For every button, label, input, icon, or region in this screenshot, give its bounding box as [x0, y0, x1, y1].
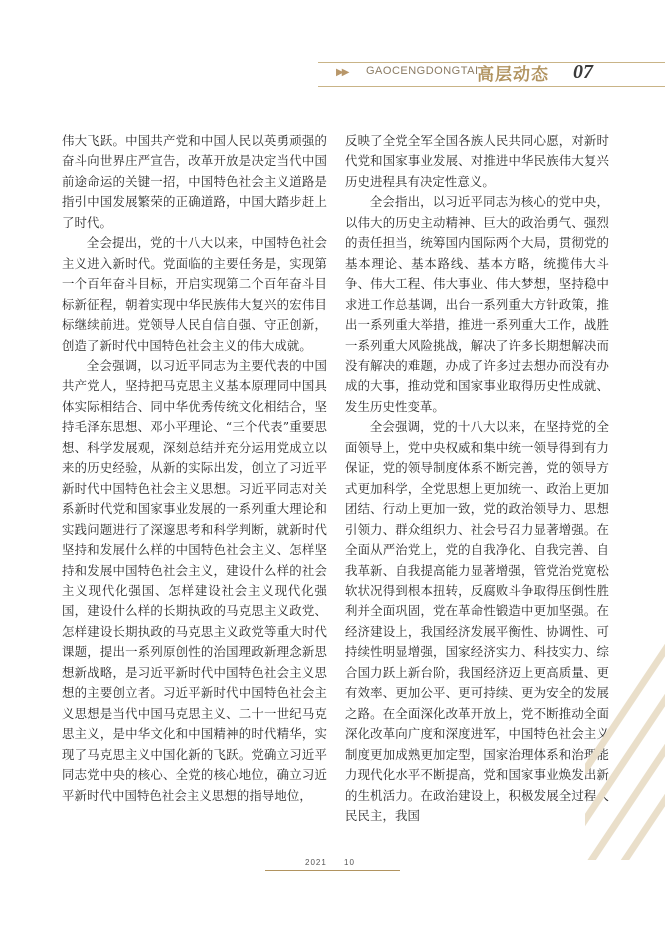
page-header — [0, 0, 665, 100]
paragraph: 全会强调，以习近平同志为主要代表的中国共产党人，坚持把马克思主义基本原理同中国具体实际相结合、同中华优秀传统文化相结合，坚持毛泽东思想、邓小平理论、“三个代表”重要思想、科学发展观，深刻总结并充分运用党成立以来的历史经验，从新的实际出发，创立了习近平新时代中国特色社会主义思想。习近平同志对关系新时代党和国家事业发展的一系列重大理论和实践问题进行了深邃思考和科学判断，就新时代坚持和发展什么样的中国特色社会主义、怎样坚持和发展中国特色社会主义，建设什么样的社会主义现代化强国、怎样建设社会主义现代化强国，建设什么样的长期执政的马克思主义政党、怎样建设长期执政的马克思主义政党等重大时代课题，提出一系列原创性的治国理政新理念新思想新战略，是习近平新时代中国特色社会主义思想的主要创立者。习近平新时代中国特色社会主义思想是当代中国马克思主义、二十一世纪马克思主义，是中华文化和中国精神的时代精华，实现了马克思主义中国化新的飞跃。党确立习近平同志党中央的核心、全党的核心地位，确立习近平新时代中国特色社会主义思想的指导地位， — [62, 357, 327, 803]
page-number: 07 — [573, 61, 593, 83]
header-rule-bottom — [318, 86, 665, 87]
section-title-pinyin: GAOCENGDONGTAI — [366, 65, 479, 77]
right-column — [345, 131, 609, 826]
paragraph: 全会提出，党的十八大以来，中国特色社会主义进入新时代。党面临的主要任务是，实现第一个百年奋斗目标，开启实现第二个百年奋斗目标新征程，朝着实现中华民族伟大复兴的宏伟目标继续前进。党领导人民自信自强、守正创新，创造了新时代中国特色社会主义的伟大成就。 — [62, 235, 327, 353]
paragraph: 反映了全党全军全国各族人民共同心愿，对新时代党和国家事业发展、对推进中华民族伟大复兴历史进程具有决定性意义。 — [345, 133, 609, 189]
section-title: 高层动态 — [477, 65, 549, 85]
footer-rule — [265, 870, 400, 871]
paragraph: 全会指出，以习近平同志为核心的党中央，以伟大的历史主动精神、巨大的政治勇气、强烈的责任担当，统筹国内国际两个大局，贯彻党的基本理论、基本路线、基本方略，统揽伟大斗争、伟大工程、伟大事业、伟大梦想，坚持稳中求进工作总基调，出台一系列重大方针政策，推出一系列重大举措，推进一系列重大工作，战胜一系列重大风险挑战，解决了许多长期想解决而没有解决的难题，办成了许多过去想办而没有办成的大事，推动党和国家事业取得历史性成就、发生历史性变革。 — [345, 194, 609, 414]
footer-issue: 10 — [344, 858, 355, 867]
double-arrow-icon: ▶▶ — [336, 67, 348, 78]
footer-year: 2021 — [305, 858, 327, 867]
paragraph: 伟大飞跃。中国共产党和中国人民以英勇顽强的奋斗向世界庄严宣告，改革开放是决定当代中国前途命运的关键一招，中国特色社会主义道路是指引中国发展繁荣的正确道路，中国大踏步赶上了时代。 — [62, 133, 327, 230]
paragraph: 全会强调，党的十八大以来，在坚持党的全面领导上，党中央权威和集中统一领导得到有力保证，党的领导制度体系不断完善，党的领导方式更加科学，全党思想上更加统一、政治上更加团结、行动上更加一致，党的政治领导力、思想引领力、群众组织力、社会号召力显著增强。在全面从严治党上，党的自我净化、自我完善、自我革新、自我提高能力显著增强，管党治党宽松软状况得到根本扭转，反腐败斗争取得压倒性胜利并全面巩固，党在革命性锻造中更加坚强。在经济建设上，我国经济发展平衡性、协调性、可持续性明显增强，国家经济实力、科技实力、综合国力跃上新台阶，我国经济迈上更高质量、更有效率、更加公平、更可持续、更为安全的发展之路。在全面深化改革开放上，党不断推动全面深化改革向广度和深度进军，中国特色社会主义制度更加成熟更加定型，国家治理体系和治理能力现代化水平不断提高，党和国家事业焕发出新的生机活力。在政治建设上，积极发展全过程人民民主，我国 — [345, 419, 609, 823]
page-footer — [305, 858, 369, 867]
decorative-stripes — [585, 620, 665, 860]
left-column — [62, 131, 327, 806]
